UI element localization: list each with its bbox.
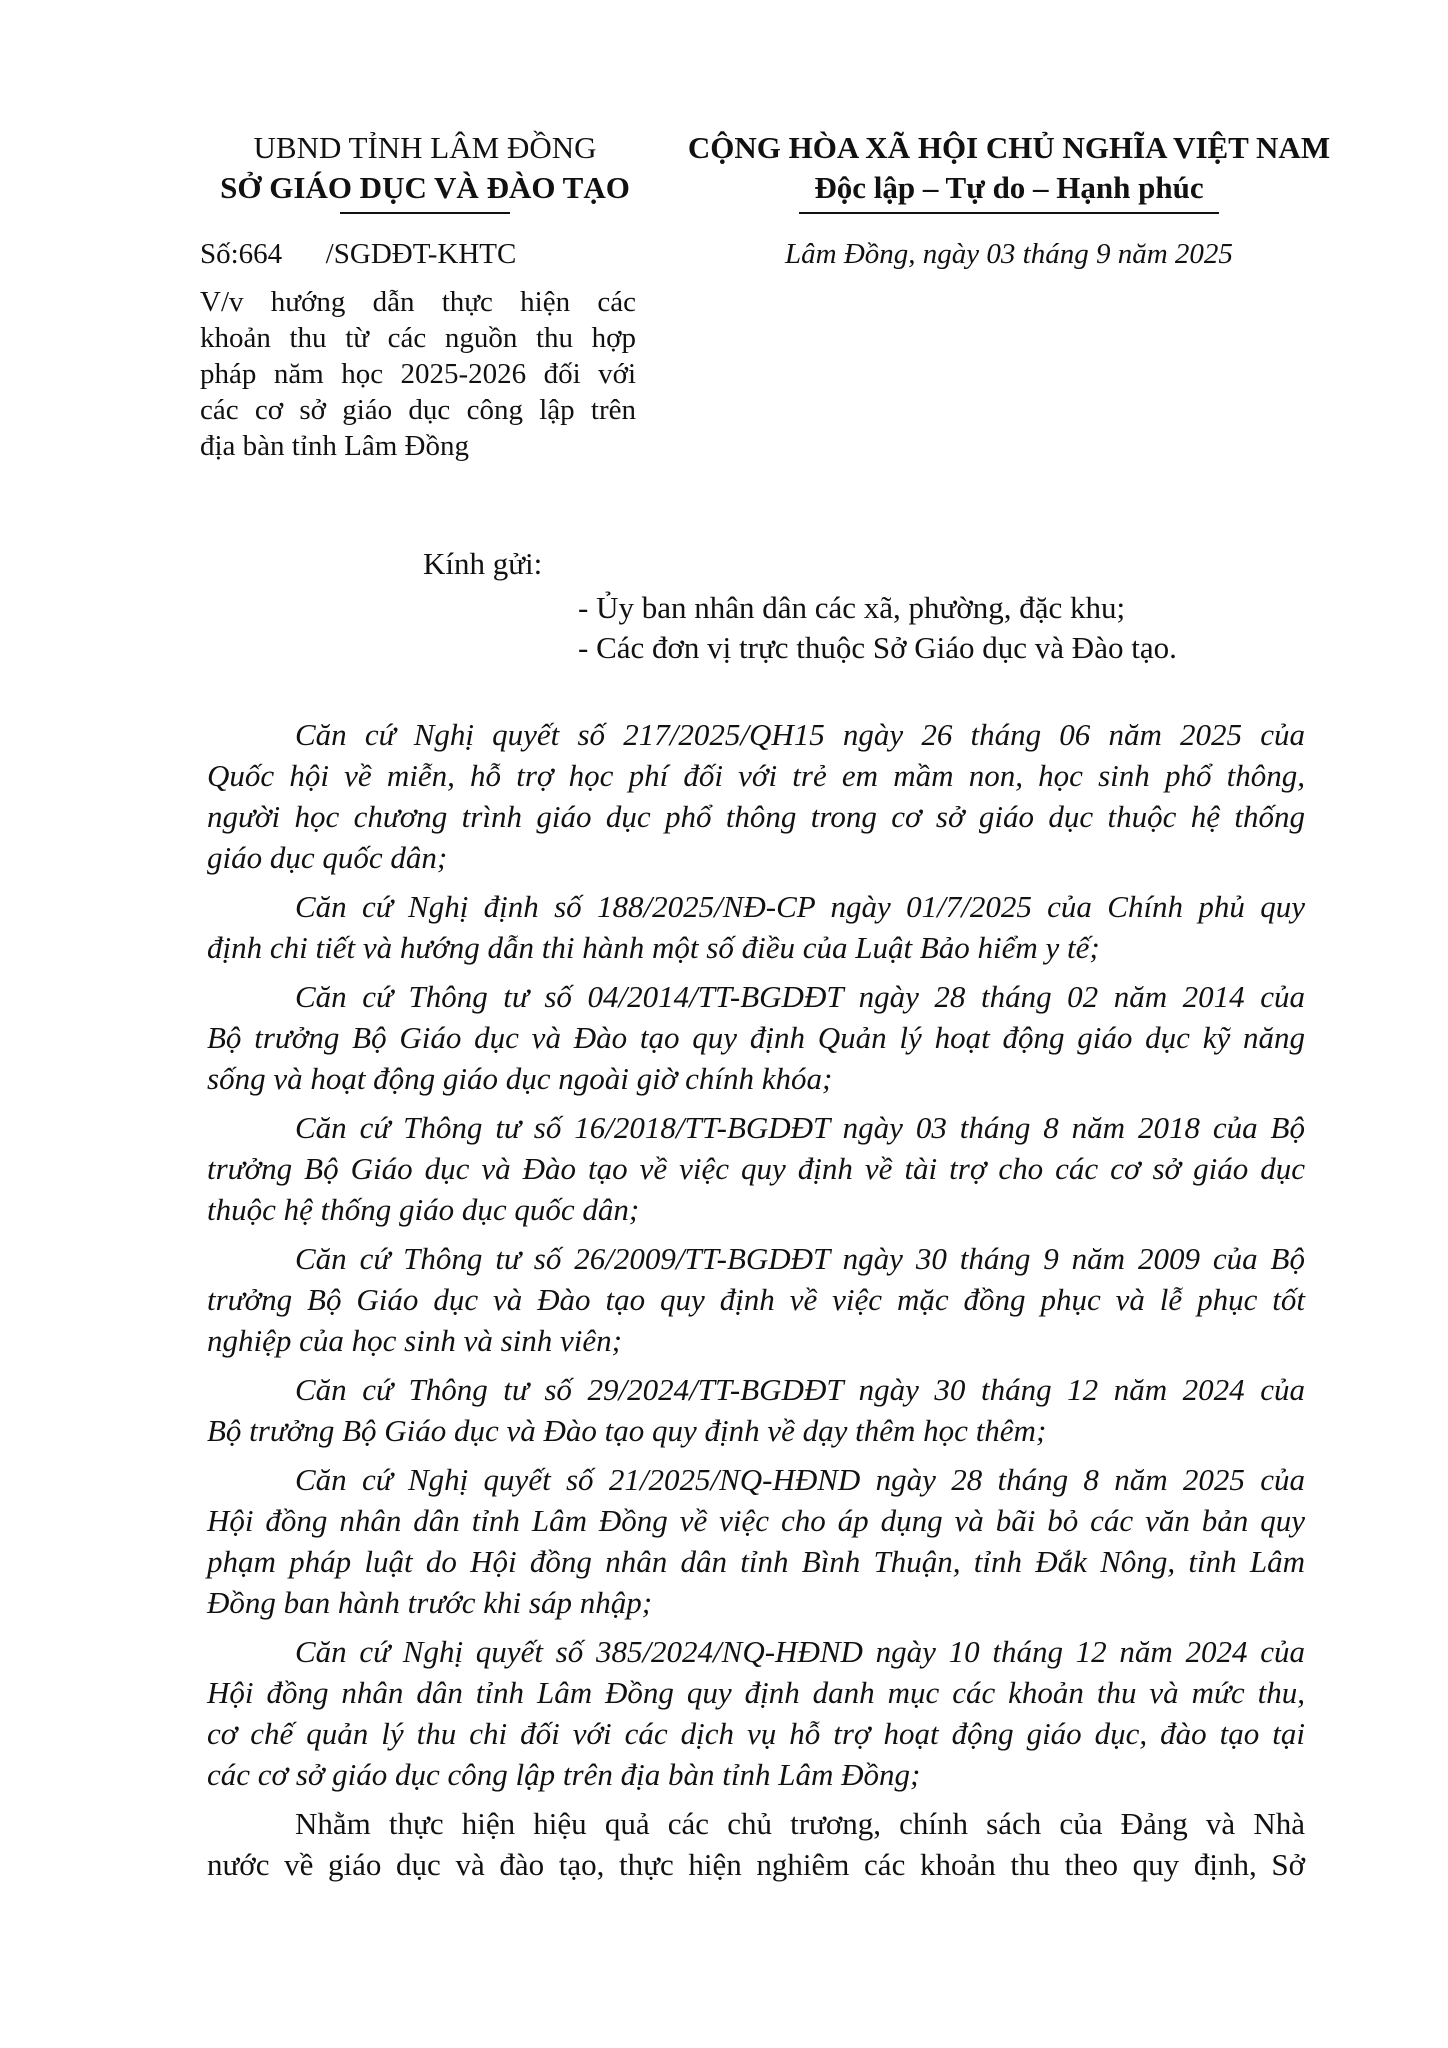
paragraph-line: giáo dục quốc dân;: [207, 840, 448, 875]
legal-basis-paragraph: [207, 1107, 1305, 1230]
agency-parent-name: UBND TỈNH LÂM ĐỒNG: [253, 130, 597, 165]
paragraph-line: trưởng Bộ Giáo dục và Đào tạo về việc quy định về tài trợ cho các cơ sở giáo dục: [207, 1151, 1305, 1186]
document-number: Số:664 /SGDĐT-KHTC: [200, 238, 517, 270]
paragraph-line: thuộc hệ thống giáo dục quốc dân;: [207, 1192, 640, 1227]
agency-underline: [340, 212, 510, 214]
paragraph-line: Hội đồng nhân dân tỉnh Lâm Đồng quy định danh mục các khoản thu và mức thu,: [207, 1675, 1305, 1710]
paragraph-line: Căn cứ Thông tư số 16/2018/TT-BGDĐT ngày 03 tháng 8 năm 2018 của Bộ: [295, 1110, 1305, 1145]
national-motto: Độc lập – Tự do – Hạnh phúc: [814, 170, 1204, 205]
country-name: CỘNG HÒA XÃ HỘI CHỦ NGHĨA VIỆT NAM: [687, 130, 1331, 165]
legal-basis-paragraph: [207, 1369, 1305, 1451]
legal-basis-paragraph: [207, 976, 1305, 1099]
paragraph-line: Căn cứ Nghị định số 188/2025/NĐ-CP ngày 01/7/2025 của Chính phủ quy: [295, 889, 1305, 924]
paragraph-line: cơ chế quản lý thu chi đối với các dịch vụ hỗ trợ hoạt động giáo dục, đào tạo tại: [207, 1716, 1305, 1751]
paragraph-line: trưởng Bộ Giáo dục và Đào tạo quy định về việc mặc đồng phục và lễ phục tốt: [207, 1282, 1305, 1317]
document-body: [207, 714, 1305, 1893]
recipients-label: Kính gửi:: [423, 546, 543, 581]
body-paragraph: [207, 1803, 1305, 1885]
motto-underline: [799, 212, 1219, 214]
national-motto-block: [670, 128, 1348, 214]
subject-line: các cơ sở giáo dục công lập trên: [200, 394, 636, 426]
legal-basis-paragraph: [207, 714, 1305, 878]
paragraph-line: Bộ trưởng Bộ Giáo dục và Đào tạo quy định Quản lý hoạt động giáo dục kỹ năng: [207, 1020, 1305, 1055]
agency-name: SỞ GIÁO DỤC VÀ ĐÀO TẠO: [220, 170, 630, 205]
paragraph-line: Nhằm thực hiện hiệu quả các chủ trương, chính sách của Đảng và Nhà: [295, 1806, 1305, 1841]
paragraph-line: phạm pháp luật do Hội đồng nhân dân tỉnh Bình Thuận, tỉnh Đắk Nông, tỉnh Lâm: [207, 1544, 1305, 1579]
issuing-agency-block: [180, 128, 670, 214]
legal-basis-paragraph: [207, 1631, 1305, 1795]
recipient-item: - Các đơn vị trực thuộc Sở Giáo dục và Đào tạo.: [578, 630, 1177, 665]
subject-line: địa bàn tỉnh Lâm Đồng: [200, 430, 470, 462]
paragraph-line: Căn cứ Nghị quyết số 385/2024/NQ-HĐND ngày 10 tháng 12 năm 2024 của: [295, 1634, 1305, 1669]
subject-line: pháp năm học 2025-2026 đối với: [200, 358, 636, 390]
recipients-list: [578, 588, 1177, 668]
paragraph-line: người học chương trình giáo dục phổ thông trong cơ sở giáo dục thuộc hệ thống: [207, 799, 1305, 834]
paragraph-line: nước về giáo dục và đào tạo, thực hiện nghiêm các khoản thu theo quy định, Sở: [207, 1847, 1305, 1882]
legal-basis-paragraph: [207, 1459, 1305, 1623]
paragraph-line: Đồng ban hành trước khi sáp nhập;: [207, 1585, 653, 1620]
paragraph-line: sống và hoạt động giáo dục ngoài giờ chính khóa;: [207, 1061, 833, 1096]
paragraph-line: Căn cứ Thông tư số 29/2024/TT-BGDĐT ngày 30 tháng 12 năm 2024 của: [295, 1372, 1305, 1407]
paragraph-line: Căn cứ Thông tư số 04/2014/TT-BGDĐT ngày 28 tháng 02 năm 2014 của: [295, 979, 1305, 1014]
legal-basis-paragraph: [207, 886, 1305, 968]
recipient-item: - Ủy ban nhân dân các xã, phường, đặc khu;: [578, 590, 1126, 625]
paragraph-line: Hội đồng nhân dân tỉnh Lâm Đồng về việc cho áp dụng và bãi bỏ các văn bản quy: [207, 1503, 1305, 1538]
paragraph-line: Quốc hội về miễn, hỗ trợ học phí đối với trẻ em mầm non, học sinh phổ thông,: [207, 758, 1305, 793]
paragraph-line: nghiệp của học sinh và sinh viên;: [207, 1323, 622, 1358]
paragraph-line: Bộ trưởng Bộ Giáo dục và Đào tạo quy định về dạy thêm học thêm;: [207, 1413, 1047, 1448]
document-subject: [200, 284, 636, 464]
subject-line: V/v hướng dẫn thực hiện các: [200, 286, 636, 318]
paragraph-line: Căn cứ Nghị quyết số 217/2025/QH15 ngày 26 tháng 06 năm 2025 của: [295, 717, 1305, 752]
paragraph-line: Căn cứ Nghị quyết số 21/2025/NQ-HĐND ngày 28 tháng 8 năm 2025 của: [295, 1462, 1305, 1497]
legal-basis-paragraph: [207, 1238, 1305, 1361]
subject-line: khoản thu từ các nguồn thu hợp: [200, 322, 636, 354]
paragraph-line: định chi tiết và hướng dẫn thi hành một số điều của Luật Bảo hiểm y tế;: [207, 930, 1100, 965]
paragraph-line: các cơ sở giáo dục công lập trên địa bàn tỉnh Lâm Đồng;: [207, 1757, 921, 1792]
place-and-date: Lâm Đồng, ngày 03 tháng 9 năm 2025: [785, 238, 1233, 270]
paragraph-line: Căn cứ Thông tư số 26/2009/TT-BGDĐT ngày 30 tháng 9 năm 2009 của Bộ: [295, 1241, 1305, 1276]
